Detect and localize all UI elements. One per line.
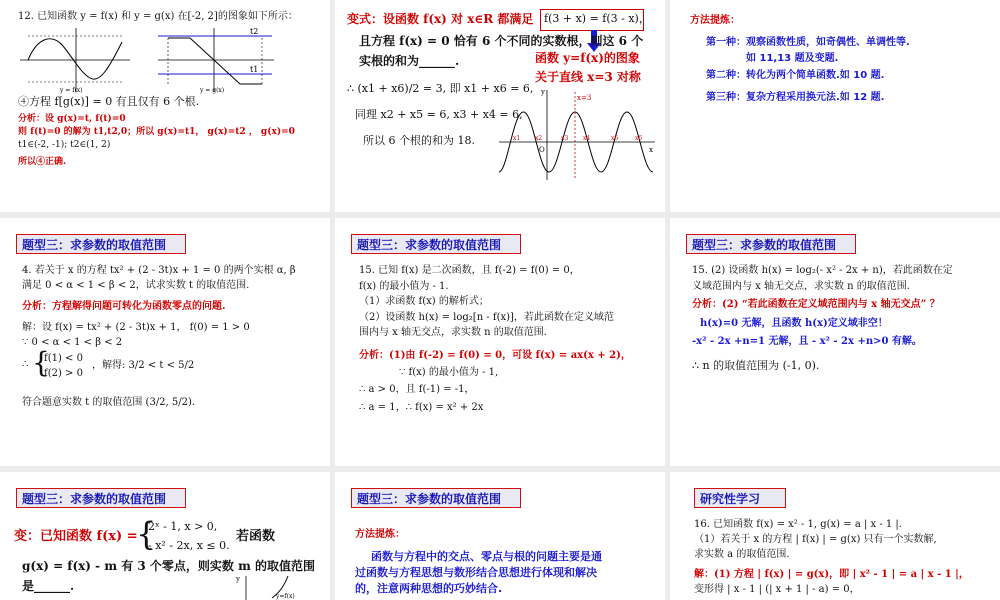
solution-3b: f(2) > 0 <box>44 368 83 379</box>
method-p3: 的，注意两种思想的巧妙结合. <box>355 582 503 595</box>
therefore-symbol: ∴ <box>22 359 29 370</box>
method-title: 方法提炼： <box>355 529 405 540</box>
annotation-1: 函数 y=f(x)的图象 <box>535 51 640 65</box>
slide-7[interactable] <box>0 472 330 600</box>
analysis-3: -x² - 2x +n=1 无解，且 - x² - 2x +n>0 有解。 <box>692 336 922 347</box>
svg-text:y=f(x): y=f(x) <box>276 593 295 600</box>
conclusion: 所以④正确. <box>18 157 67 167</box>
condition-text: f(3 + x) = f(3 - x)， <box>544 12 650 25</box>
svg-text:x: x <box>649 146 653 154</box>
analysis-line-1: 分析：设 g(x)=t, f(t)=0 <box>18 114 126 124</box>
svg-text:x1: x1 <box>513 135 521 142</box>
slide-6-header: 题型三：求参数的取值范围 <box>686 234 856 254</box>
label-y-gx: y = g(x) <box>200 87 225 94</box>
slide-4[interactable] <box>0 218 330 466</box>
q16-line-3: 求实数 a 的取值范围. <box>694 549 790 560</box>
slide-7-header: 题型三：求参数的取值范围 <box>16 488 186 508</box>
analysis-2: ∵ f(x) 的最小值为 - 1, <box>399 367 499 378</box>
svg-text:y: y <box>541 88 545 96</box>
analysis-1: 分析：(1)由 f(-2) = f(0) = 0，可设 f(x) = ax(x + 2)， <box>359 350 631 361</box>
line-2: g(x) = f(x) - m 有 3 个零点，则实数 m 的取值范围 <box>22 559 315 573</box>
slide-5-header: 题型三：求参数的取值范围 <box>351 234 521 254</box>
piece-1: 2ˣ - 1, x > 0, <box>148 520 218 533</box>
analysis-1: 分析：(2) “若此函数在定义域范围内与 x 轴无交点” ？ <box>692 299 940 310</box>
slide-6[interactable] <box>670 218 1000 466</box>
q15b-line-1: 15. (2) 设函数 h(x) = log₂(- x² - 2x + n)，若此函数在定 <box>692 265 953 276</box>
line-3: 是______. <box>22 579 75 593</box>
q16-line-2: （1）若关于 x 的方程 | f(x) | = g(x) 只有一个实数解, <box>694 534 937 545</box>
q15b-line-2: 义域范围内与 x 轴无交点，求实数 n 的取值范围. <box>692 281 910 292</box>
svg-text:x2: x2 <box>535 135 543 142</box>
solution-2: ∵ 0 < α < 1 < β < 2 <box>22 337 123 348</box>
svg-text:x4: x4 <box>583 135 591 142</box>
equation-2: 同理 x2 + x5 = 6, x3 + x4 = 6, <box>355 108 523 121</box>
analysis-line-2: 则 f(t)=0 的解为 t1,t2,0；所以 g(x)=t1， g(x)=t2 ， g(x)=0 <box>18 127 295 137</box>
analysis: 分析：方程解得问题可转化为函数零点的问题. <box>22 301 226 312</box>
condition-line-2: 且方程 f(x) = 0 恰有 6 个不同的实数根，则这 6 个 <box>359 34 644 48</box>
svg-text:x5: x5 <box>611 135 619 142</box>
graph-f-g <box>18 26 288 94</box>
equation-1: ∴ (x1 + x6)/2 = 3, 即 x1 + x6 = 6, <box>347 82 534 95</box>
svg-text:t1: t1 <box>250 65 259 74</box>
slide-8[interactable] <box>335 472 665 600</box>
solution-3c: ，解得: 3/2 < t < 5/2 <box>92 360 195 371</box>
variant-label: 变式：设函数 f(x) 对 x∈R 都满足 <box>347 12 534 26</box>
method-step-2: 第二种：转化为两个简单函数.如 10 题. <box>706 70 885 81</box>
condition-line-3: 实根的和为______. <box>359 54 460 68</box>
analysis-line-3: t1∈(-2, -1); t2∈(1, 2) <box>18 140 111 150</box>
brace: { <box>32 346 50 379</box>
slide-8-header: 题型三：求参数的取值范围 <box>351 488 521 508</box>
x-equals-3-label: x=3 <box>577 94 592 102</box>
solution-2: 变形得 | x - 1 | (| x + 1 | - a) = 0， <box>694 584 860 595</box>
solution-4: 符合题意实数 t 的取值范围 (3/2, 5/2). <box>22 397 196 408</box>
solution-1: 解：(1) 方程 | f(x) | = g(x)，即 | x² - 1 | = a | x - 1 |， <box>694 569 969 580</box>
piece-2: - x² - 2x, x ≤ 0. <box>148 539 230 552</box>
method-step-3: 第三种：复杂方程采用换元法.如 12 题. <box>706 92 885 103</box>
method-step-1b: 如 11,13 题及变题. <box>746 53 839 64</box>
solution-1: 解：设 f(x) = tx² + (2 - 3t)x + 1， f(0) = 1 > 0 <box>22 322 250 333</box>
slide-1[interactable] <box>0 0 330 212</box>
svg-text:O: O <box>539 146 545 154</box>
if-function: 若函数 <box>236 529 276 544</box>
slide-3[interactable] <box>670 0 1000 212</box>
svg-text:y: y <box>236 575 240 583</box>
analysis-4: ∴ n 的取值范围为 (-1, 0). <box>692 359 820 372</box>
q15-line-5: 围内与 x 轴无交点，求实数 n 的取值范围. <box>359 327 547 338</box>
item-4: ④方程 f[g(x)] = 0 有且仅有 6 个根. <box>18 95 200 108</box>
method-p2: 过函数与方程思想与数形结合思想进行体现和解决 <box>355 566 597 579</box>
equation-3: 所以 6 个根的和为 18. <box>363 134 475 147</box>
slide-9[interactable] <box>670 472 1000 600</box>
q15-line-1: 15. 已知 f(x) 是二次函数，且 f(-2) = f(0) = 0， <box>359 265 580 276</box>
q15-line-4: （2）设函数 h(x) = log₂[n - f(x)]，若此函数在定义域范 <box>359 312 614 323</box>
annotation-2: 关于直线 x=3 对称 <box>535 70 641 84</box>
question-4-cont: 满足 0 < α < 1 < β < 2，试求实数 t 的取值范围. <box>22 280 250 291</box>
q15-line-3: （1）求函数 f(x) 的解析式； <box>359 296 489 307</box>
variant-label: 变：已知函数 f(x) = <box>14 529 138 544</box>
slide-4-header: 题型三：求参数的取值范围 <box>16 234 186 254</box>
q15-line-2: f(x) 的最小值为 - 1. <box>359 281 449 292</box>
q16-line-1: 16. 已知函数 f(x) = x² - 1, g(x) = a | x - 1 |. <box>694 519 902 530</box>
analysis-4: ∴ a = 1，∴ f(x) = x² + 2x <box>359 402 484 413</box>
svg-text:t2: t2 <box>250 27 259 36</box>
method-title: 方法提炼： <box>690 15 740 26</box>
solution-3a: f(1) < 0 <box>44 353 83 364</box>
svg-text:x3: x3 <box>561 135 569 142</box>
svg-text:x6: x6 <box>635 135 643 142</box>
question-12: 12. 已知函数 y = f(x) 和 y = g(x) 在[-2, 2]的图象如下所示： <box>18 11 298 22</box>
slide-5[interactable] <box>335 218 665 466</box>
question-4: 4. 若关于 x 的方程 tx² + (2 - 3t)x + 1 = 0 的两个实根 α, β <box>22 265 296 276</box>
slide-2[interactable] <box>335 0 665 212</box>
piecewise-brace: { <box>136 515 157 553</box>
analysis-2: h(x)=0 无解，且函数 h(x)定义域非空！ <box>700 318 888 329</box>
small-graph <box>232 572 302 600</box>
analysis-3: ∴ a > 0，且 f(-1) = -1， <box>359 384 475 395</box>
slide-9-header: 研究性学习 <box>694 488 786 508</box>
sine-graph <box>495 84 660 184</box>
method-p1: 函数与方程中的交点、零点与根的问题主要是通 <box>371 550 602 563</box>
label-y-fx: y = f(x) <box>60 87 83 94</box>
method-step-1a: 第一种：观察函数性质，如奇偶性、单调性等. <box>706 37 910 48</box>
